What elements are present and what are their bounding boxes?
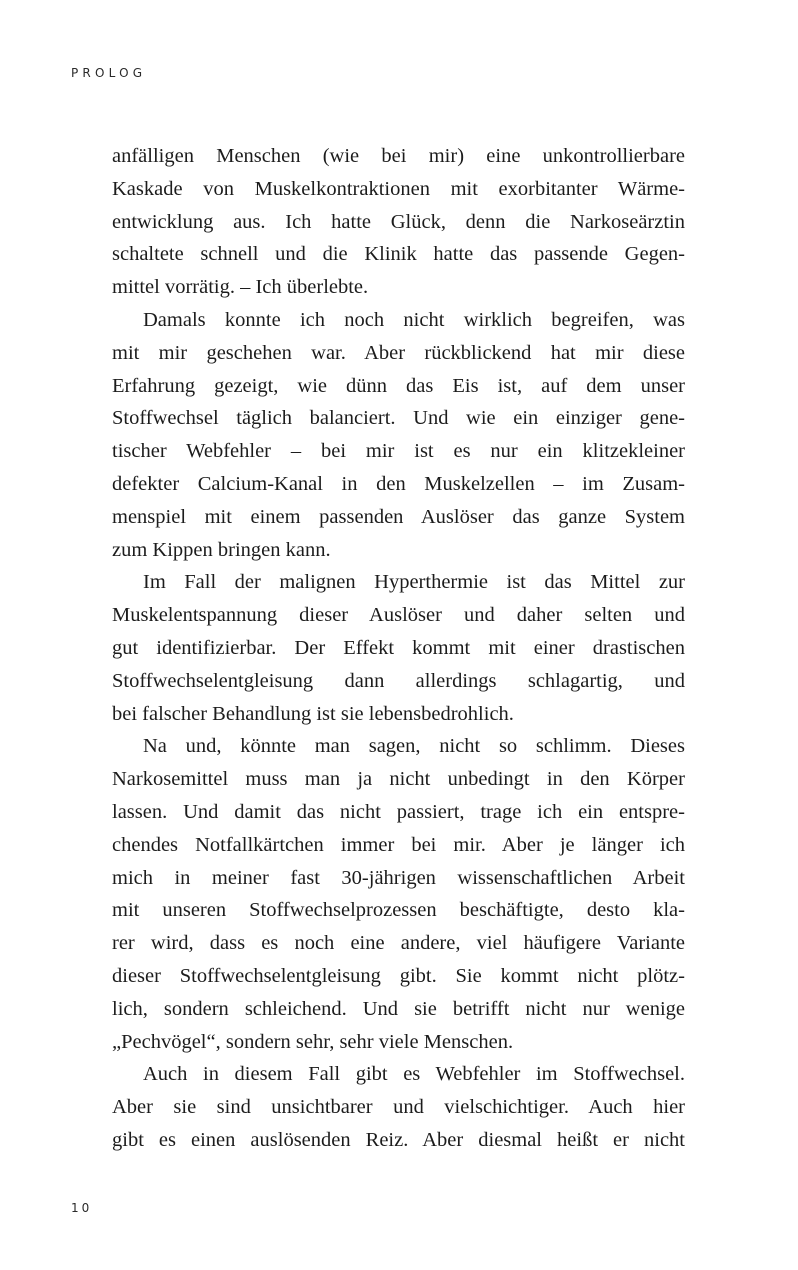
text-line: Auch in diesem Fall gibt es Webfehler im Stoffwechsel. xyxy=(143,1063,685,1086)
text-line: mittel vorrätig. – Ich überlebte. xyxy=(112,276,369,299)
text-line: lich, sondern schleichend. Und sie betrifft nicht nur wenige xyxy=(112,997,685,1020)
running-head: PROLOG xyxy=(71,66,147,80)
text-line: Na und, könnte man sagen, nicht so schlimm. Dieses xyxy=(143,735,685,758)
text-line: Narkosemittel muss man ja nicht unbedingt in den Körper xyxy=(112,768,685,791)
text-line: Erfahrung gezeigt, wie dünn das Eis ist, auf dem unser xyxy=(112,374,685,397)
text-line: zum Kippen bringen kann. xyxy=(112,538,331,561)
text-line: gut identifizierbar. Der Effekt kommt mit einer drastischen xyxy=(112,636,685,659)
text-line: mich in meiner fast 30-jährigen wissenschaftlichen Arbeit xyxy=(112,866,685,889)
text-line: „Pechvögel“, sondern sehr, sehr viele Menschen. xyxy=(112,1030,514,1053)
text-line: Damals konnte ich noch nicht wirklich begreifen, was xyxy=(143,308,685,331)
text-line: schaltete schnell und die Klinik hatte das passende Gegen- xyxy=(112,243,685,266)
text-line: dieser Stoffwechselentgleisung gibt. Sie kommt nicht plötz- xyxy=(112,964,685,987)
text-line: gibt es einen auslösenden Reiz. Aber diesmal heißt er nicht xyxy=(112,1128,685,1151)
text-line: lassen. Und damit das nicht passiert, trage ich ein entspre- xyxy=(112,800,685,823)
text-line: mit mir geschehen war. Aber rückblickend hat mir diese xyxy=(112,341,685,364)
text-line: rer wird, dass es noch eine andere, viel häufigere Variante xyxy=(112,932,685,955)
text-line: Stoffwechsel täglich balanciert. Und wie ein einziger gene- xyxy=(112,407,685,430)
text-line: defekter Calcium-Kanal in den Muskelzellen – im Zusam- xyxy=(112,472,685,495)
text-line: Muskelentspannung dieser Auslöser und daher selten und xyxy=(112,604,685,627)
text-line: anfälligen Menschen (wie bei mir) eine unkontrollierbare xyxy=(112,145,685,167)
text-line: chendes Notfallkärtchen immer bei mir. Aber je länger ich xyxy=(112,833,685,856)
text-line: Aber sie sind unsichtbarer und vielschichtiger. Auch hier xyxy=(112,1096,685,1119)
text-line: Im Fall der malignen Hyperthermie ist das Mittel zur xyxy=(143,571,685,594)
text-line: menspiel mit einem passenden Auslöser das ganze System xyxy=(112,505,685,528)
text-line: Kaskade von Muskelkontraktionen mit exorbitanter Wärme- xyxy=(112,177,685,200)
text-line: entwicklung aus. Ich hatte Glück, denn die Narkoseärztin xyxy=(112,210,685,233)
text-line: tischer Webfehler – bei mir ist es nur ein klitzekleiner xyxy=(112,440,685,463)
text-line: bei falscher Behandlung ist sie lebensbedrohlich. xyxy=(112,702,514,725)
body-text xyxy=(112,140,685,1157)
text-line: Stoffwechselentgleisung dann allerdings schlagartig, und xyxy=(112,669,685,692)
page-number: 10 xyxy=(71,1201,93,1215)
text-line: mit unseren Stoffwechselprozessen beschäftigte, desto kla- xyxy=(112,899,685,922)
